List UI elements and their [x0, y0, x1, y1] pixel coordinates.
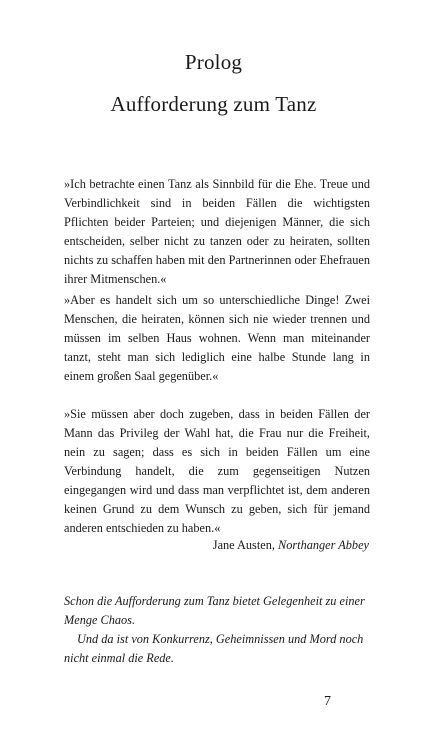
epigraph-paragraph: »Aber es handelt sich um so unterschiedliche Dinge! Zwei Menschen, die heiraten, können sich nie wieder trennen und müssen im selben Haus wohnen. Wenn man miteinander tanzt, steht man sich lediglich eine halbe Stunde lang in einem großen Saal gegenüber.« [64, 293, 370, 383]
epigraph-attribution [213, 536, 369, 555]
epigraph-work-title: Northanger Abbey [278, 538, 369, 552]
prologue-paragraph: Schon die Aufforderung zum Tanz bietet Gelegenheit zu einer Menge Chaos. [64, 594, 365, 627]
page-number: 7 [324, 694, 331, 709]
chapter-subtitle: Aufforderung zum Tanz [110, 92, 317, 116]
chapter-title: Prolog [184, 50, 243, 74]
epigraph-paragraph: »Ich betrachte einen Tanz als Sinnbild für die Ehe. Treue und Verbindlichkeit sind in beiden Fällen die wichtigsten Pflichten beider Parteien; und diejenigen Männer, die sich entscheiden, selber nicht zu tanzen oder zu heiraten, sollten nichts zu schaffen haben mit den Partnerinnen oder Ehefrauen ihrer Mitmenschen.« [64, 177, 370, 286]
prologue-paragraph: Und da ist von Konkurrenz, Geheimnissen und Mord noch nicht einmal die Rede. [64, 632, 364, 665]
epigraph-paragraph: »Sie müssen aber doch zugeben, dass in beiden Fällen der Mann das Privileg der Wahl hat, die Frau nur die Freiheit, nein zu sagen; dass es sich in beiden Fällen um eine Verbindung handelt, die zum gegenseitigen Nutzen eingegangen wird und dass man verpflichtet ist, dem anderen keinen Grund zu dem Wunsch zu geben, sich für jemand anderen entschieden zu haben.« [64, 407, 370, 535]
epigraph-author: Jane Austen, [212, 538, 275, 552]
